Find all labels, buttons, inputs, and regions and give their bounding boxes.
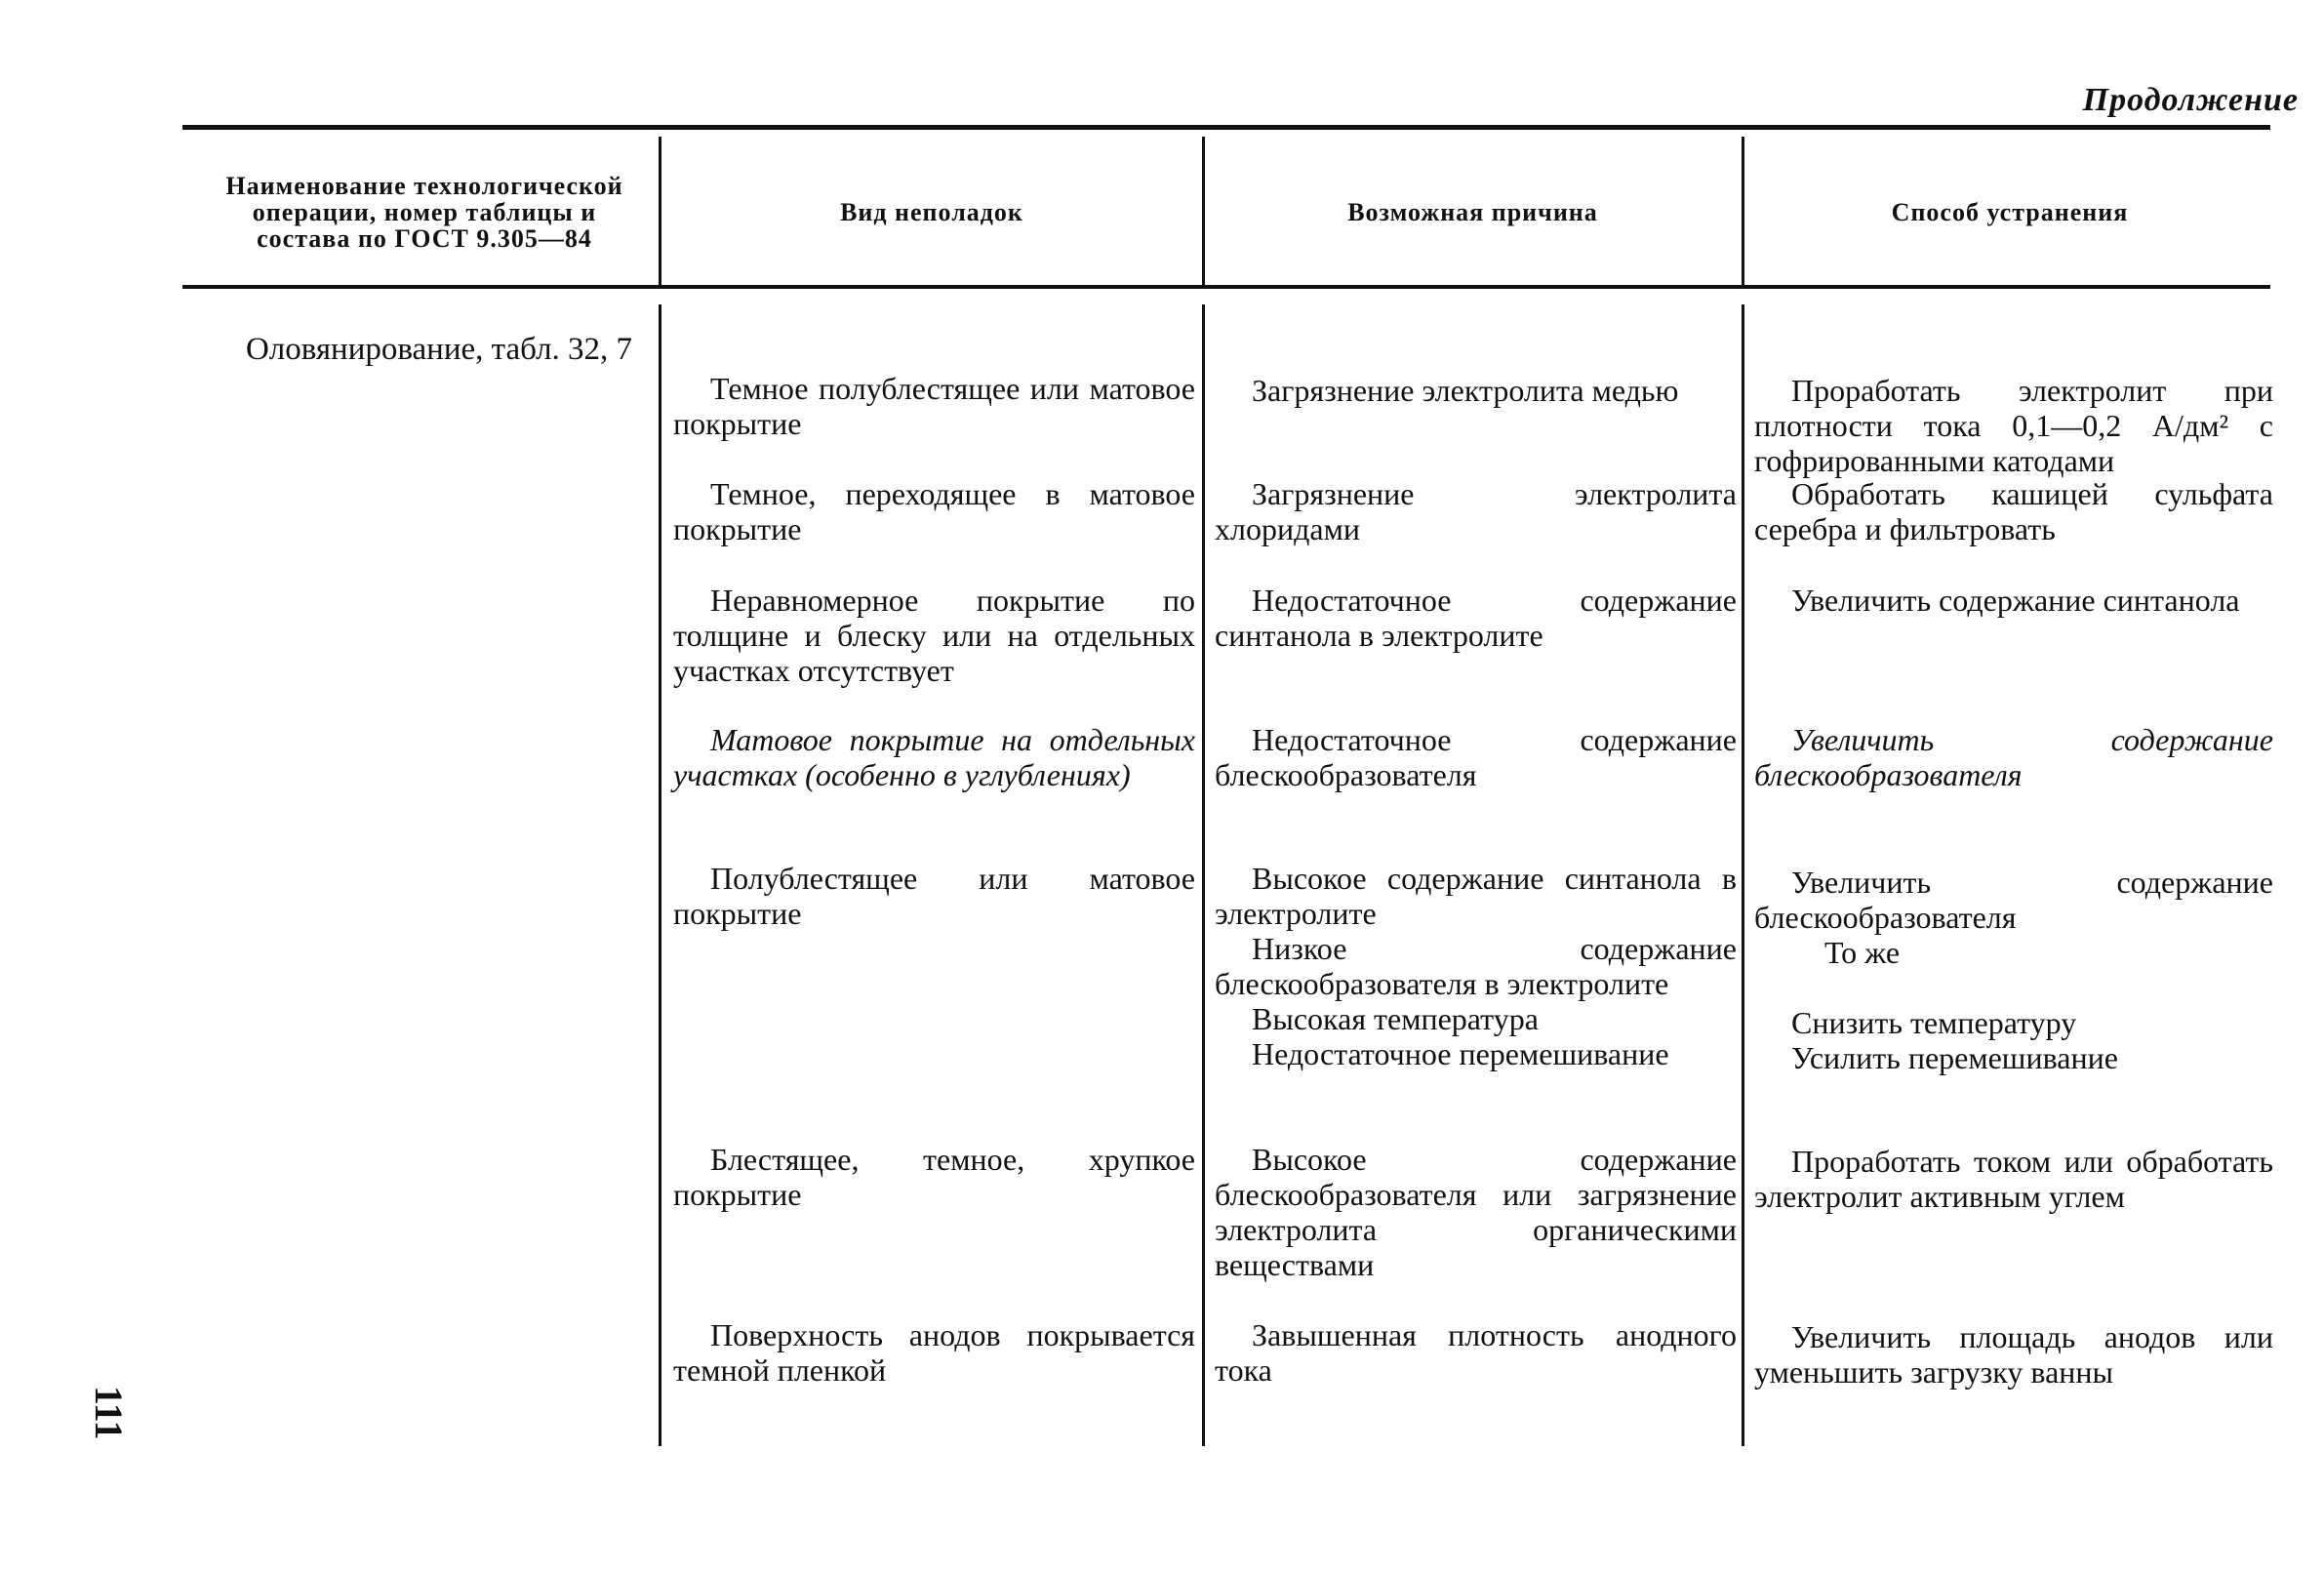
header-defect: Вид неполадок [840, 197, 1023, 226]
column-divider [659, 137, 661, 288]
defect-cell: Поверхность анодов покрывается темной пленкой [673, 1317, 1195, 1388]
remedy-cell: Обработать кашицей сульфата серебра и фильтровать [1754, 476, 2273, 546]
header-bottom-rule [182, 285, 2270, 289]
remedy-cell: Проработать электролит при плотности тока 0,1—0,2 А/дм² с гофрированными катодами [1754, 373, 2273, 478]
defect-cell: Темное, переходящее в матовое покрытие [673, 476, 1195, 546]
column-divider [1202, 304, 1205, 1446]
header-cause: Возможная причина [1347, 197, 1598, 226]
operation-cell: Оловянирование, табл. 32, 7 [245, 332, 633, 367]
column-divider [1742, 304, 1744, 1446]
defect-cell: Темное полублестящее или матовое покрытие [673, 371, 1195, 441]
remedy-cell: Увеличить содержание синтанола [1791, 583, 2240, 618]
defect-cell: Матовое покрытие на отдельных участках (особенно в углублениях) [673, 722, 1195, 792]
remedy-cell: Проработать током или обработать электролит активным углем [1754, 1144, 2273, 1214]
page-number: 111 [87, 1386, 131, 1440]
defect-cell: Блестящее, темное, хрупкое покрытие [673, 1142, 1195, 1212]
column-divider [659, 304, 661, 1446]
cause-cell: Загрязнение электролита хлоридами [1215, 476, 1737, 546]
remedy-cell: Увеличить содержание блескообразователя [1754, 722, 2273, 792]
continued-label: Продолжение [2082, 82, 2299, 118]
cause-cell: Высокое содержание синтанола в электролите [1215, 861, 1737, 931]
remedy-cell: Усилить перемешивание [1791, 1040, 2118, 1075]
cause-cell: Завышенная плотность анодного тока [1215, 1317, 1737, 1388]
header-remedy: Способ устранения [1891, 197, 2129, 226]
defect-cell: Неравномерное покрытие по толщине и блеску или на отдельных участках отсутствует [673, 583, 1195, 688]
header-operation: Наименование технологической операции, номер таблицы и состава по ГОСТ 9.305—84 [225, 171, 623, 254]
cause-cell: Низкое содержание блескообразователя в электролите [1215, 931, 1737, 1001]
table-top-rule [182, 125, 2270, 130]
cause-cell: Высокое содержание блескообразователя или загрязнение электролита органическими веществами [1215, 1142, 1737, 1282]
defect-cell: Полублестящее или матовое покрытие [673, 861, 1195, 931]
column-divider [1202, 137, 1205, 288]
cause-cell: Загрязнение электролита медью [1252, 373, 1679, 408]
column-divider [1742, 137, 1744, 288]
cause-cell: Недостаточное содержание блескообразователя [1215, 722, 1737, 792]
cause-cell: Недостаточное перемешивание [1252, 1036, 1669, 1071]
cause-cell: Недостаточное содержание синтанола в электролите [1215, 583, 1737, 653]
remedy-cell: То же [1824, 935, 1901, 970]
remedy-cell: Снизить температуру [1791, 1005, 2077, 1040]
cause-cell: Высокая температура [1252, 1001, 1539, 1036]
remedy-cell: Увеличить содержание блескообразователя [1754, 865, 2273, 935]
remedy-cell: Увеличить площадь анодов или уменьшить загрузку ванны [1754, 1319, 2273, 1390]
